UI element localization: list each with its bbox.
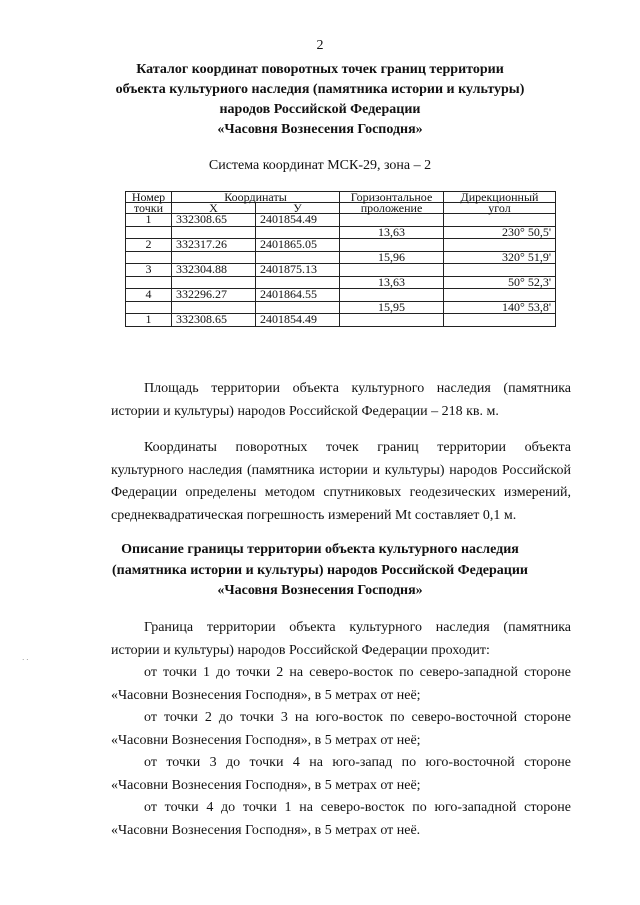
table-row	[126, 289, 556, 302]
catalog-title-line: объекта культуриого наследия (памятника истории и культуры)	[115, 82, 525, 97]
point-y: 2401854.49	[256, 314, 340, 327]
point-number: 1	[126, 314, 172, 327]
table-row	[126, 214, 556, 227]
description-body	[111, 617, 571, 842]
header-y: У	[256, 203, 340, 214]
catalog-title	[60, 60, 580, 140]
table-row	[126, 264, 556, 277]
point-y: 2401864.55	[256, 289, 340, 302]
description-title	[60, 540, 580, 602]
description-item: от точки 3 до точки 4 на юго-запад по юго-восточной стороне «Часовни Вознесения Господня», в 5 метрах от неё;	[111, 755, 571, 793]
segment-angle: 140° 53,8'	[444, 301, 556, 314]
margin-mark: · ·	[22, 656, 29, 664]
point-x: 332317.26	[172, 239, 256, 252]
description-item: от точки 1 до точки 2 на северо-восток по северо-западной стороне «Часовни Вознесения Господня», в 5 метрах от неё;	[111, 665, 571, 703]
catalog-title-line: народов Российской Федерации	[219, 102, 421, 117]
accuracy-paragraph	[111, 437, 571, 527]
header-x: X	[172, 203, 256, 214]
segment-angle: 50° 52,3'	[444, 276, 556, 289]
page-number: 2	[316, 38, 324, 53]
point-x: 332308.65	[172, 214, 256, 227]
header-point-number-sub: точки	[126, 203, 172, 214]
header-coordinates: Координаты	[172, 192, 340, 203]
segment-angle: 230° 50,5'	[444, 226, 556, 239]
point-y: 2401854.49	[256, 214, 340, 227]
point-x: 332308.65	[172, 314, 256, 327]
header-distance-sub: проложение	[340, 203, 444, 214]
coordinates-table	[125, 191, 556, 327]
description-item: от точки 2 до точки 3 на юго-восток по северо-восточной стороне «Часовни Вознесения Господня», в 5 метрах от неё;	[111, 710, 571, 748]
header-point-number: Номер	[126, 192, 172, 203]
description-title-line: Описание границы территории объекта культурного наследия	[121, 542, 519, 557]
header-angle: Дирекционный	[444, 192, 556, 203]
point-x: 332304.88	[172, 264, 256, 277]
point-number: 1	[126, 214, 172, 227]
description-title-line: (памятника истории и культуры) народов Российской Федерации	[112, 562, 528, 578]
description-title-line: «Часовня Вознесения Господня»	[217, 583, 423, 598]
point-y: 2401875.13	[256, 264, 340, 277]
accuracy-text: Координаты поворотных точек границ территории объекта культурного наследия (памятника истории и культуры) народов Российской Федерации определены методом спутниковых геодезических измерений, среднеквадратическая погрешность измерений Mt составляет 0,1 м.	[111, 440, 571, 523]
segment-distance: 13,63	[340, 226, 444, 239]
point-number: 4	[126, 289, 172, 302]
table-row	[126, 239, 556, 252]
area-paragraph	[111, 378, 571, 423]
point-number: 3	[126, 264, 172, 277]
segment-angle: 320° 51,9'	[444, 251, 556, 264]
segment-distance: 15,95	[340, 301, 444, 314]
segment-distance: 15,96	[340, 251, 444, 264]
coordinate-system-label: Система координат МСК-29, зона – 2	[208, 158, 432, 173]
header-distance: Горизонтальное	[340, 192, 444, 203]
point-x: 332296.27	[172, 289, 256, 302]
point-number: 2	[126, 239, 172, 252]
segment-distance: 13,63	[340, 276, 444, 289]
area-text: Площадь территории объекта культурного наследия (памятника истории и культуры) народов Российской Федерации – 218 кв. м.	[111, 381, 571, 419]
catalog-title-line: Каталог координат поворотных точек границ территории	[136, 62, 504, 77]
description-intro: Граница территории объекта культурного наследия (памятника истории и культуры) народов Российской Федерации проходит:	[111, 620, 571, 658]
table-row	[126, 314, 556, 327]
point-y: 2401865.05	[256, 239, 340, 252]
description-item: от точки 4 до точки 1 на северо-восток по юго-западной стороне «Часовни Вознесения Господня», в 5 метрах от неё.	[111, 800, 571, 838]
catalog-title-line: «Часовня Вознесения Господня»	[217, 122, 423, 137]
header-angle-sub: угол	[444, 203, 556, 214]
